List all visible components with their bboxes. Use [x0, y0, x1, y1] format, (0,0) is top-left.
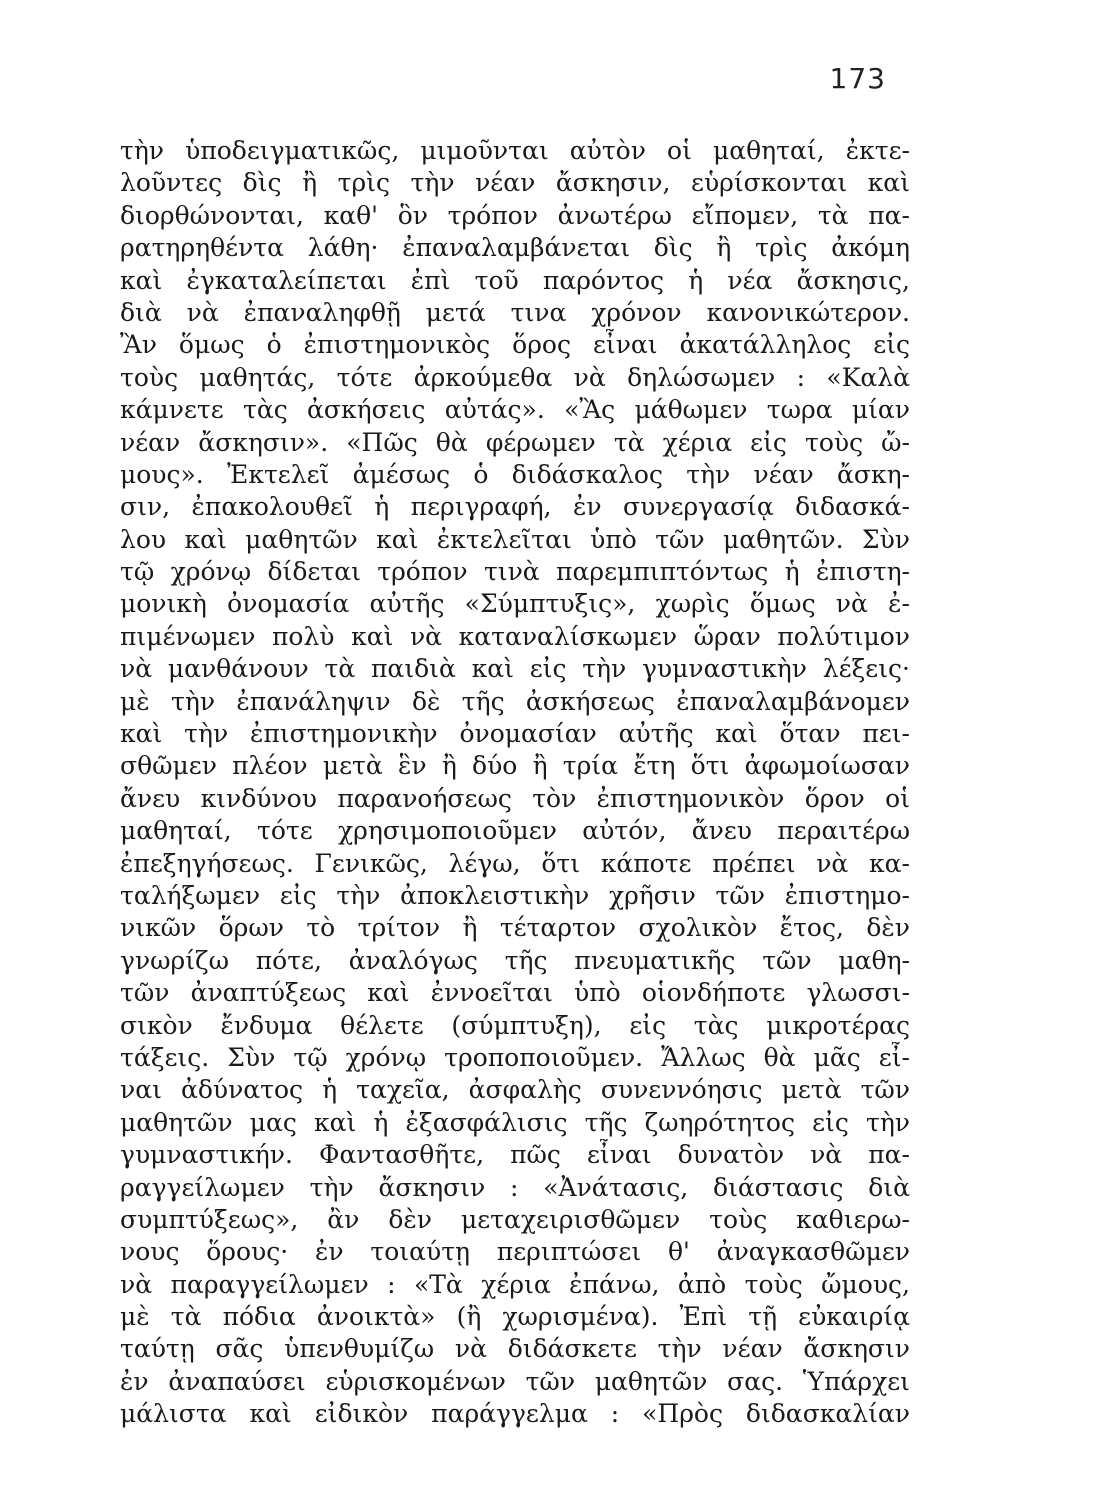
text-line: λου καὶ μαθητῶν καὶ ἐκτελεῖται ὑπὸ τῶν μαθητῶν. Σὺν: [120, 524, 910, 554]
text-line: νους ὅρους· ἐν τοιαύτῃ περιπτώσει θ' ἀναγκασθῶμεν: [120, 1237, 910, 1267]
text-line: γνωρίζω πότε, ἀναλόγως τῆς πνευματικῆς τῶν μαθη-: [120, 945, 910, 975]
text-line: Ἂν ὅμως ὁ ἐπιστημονικὸς ὅρος εἶναι ἀκατάλληλος εἰς: [120, 330, 910, 360]
text-line: κάμνετε τὰς ἀσκήσεις αὐτάς». «Ἂς μάθωμεν τωρα μίαν: [120, 395, 910, 425]
text-line: μάλιστα καὶ εἰδικὸν παράγγελμα : «Πρὸς διδασκαλίαν: [120, 1399, 910, 1429]
text-line: λοῦντες δὶς ἢ τρὶς τὴν νέαν ἄσκησιν, εὑρίσκονται καὶ: [120, 168, 910, 198]
text-line: ταύτῃ σᾶς ὑπενθυμίζω νὰ διδάσκετε τὴν νέαν ἄσκησιν: [120, 1334, 910, 1364]
text-line: καὶ ἐγκαταλείπεται ἐπὶ τοῦ παρόντος ἡ νέα ἄσκησις,: [120, 265, 910, 295]
text-line: μους». Ἐκτελεῖ ἀμέσως ὁ διδάσκαλος τὴν νέαν ἄσκη-: [120, 459, 910, 489]
text-line: τάξεις. Σὺν τῷ χρόνῳ τροποποιοῦμεν. Ἄλλως θὰ μᾶς εἶ-: [120, 1042, 910, 1072]
text-line: ἄνευ κινδύνου παρανοήσεως τὸν ἐπιστημονικὸν ὅρον οἱ: [120, 783, 910, 813]
text-line: ἐν ἀναπαύσει εὑρισκομένων τῶν μαθητῶν σας. Ὑπάρχει: [120, 1366, 910, 1396]
text-line: νικῶν ὅρων τὸ τρίτον ἢ τέταρτον σχολικὸν ἔτος, δὲν: [120, 913, 910, 943]
text-line: ταλήξωμεν εἰς τὴν ἀποκλειστικὴν χρῆσιν τῶν ἐπιστημο-: [120, 880, 910, 910]
text-line: τὴν ὑποδειγματικῶς, μιμοῦνται αὐτὸν οἱ μαθηταί, ἐκτε-: [120, 136, 910, 165]
text-line: μαθηταί, τότε χρησιμοποιοῦμεν αὐτόν, ἄνευ περαιτέρω: [120, 816, 910, 846]
page-number: 173: [829, 62, 886, 95]
text-line: νὰ παραγγείλωμεν : «Τὰ χέρια ἐπάνω, ἀπὸ τοὺς ὤμους,: [120, 1269, 910, 1299]
text-line: σιν, ἐπακολουθεῖ ἡ περιγραφή, ἐν συνεργασίᾳ διδασκά-: [120, 492, 910, 522]
text-line: γυμναστικήν. Φαντασθῆτε, πῶς εἶναι δυνατὸν νὰ πα-: [120, 1140, 910, 1170]
text-line: ρατηρηθέντα λάθη· ἐπαναλαμβάνεται δὶς ἢ τρὶς ἀκόμη: [120, 233, 910, 263]
text-line: τῷ χρόνῳ δίδεται τρόπον τινὰ παρεμπιπτόντως ἡ ἐπιστη-: [120, 557, 910, 587]
text-line: συμπτύξεως», ἂν δὲν μεταχειρισθῶμεν τοὺς καθιερω-: [120, 1204, 910, 1234]
text-line: πιμένωμεν πολὺ καὶ νὰ καταναλίσκωμεν ὥραν πολύτιμον: [120, 621, 910, 651]
text-line: ἐπεξηγήσεως. Γενικῶς, λέγω, ὅτι κάποτε πρέπει νὰ κα-: [120, 848, 910, 878]
text-line: νὰ μανθάνουν τὰ παιδιὰ καὶ εἰς τὴν γυμναστικὴν λέξεις·: [120, 654, 910, 684]
text-line: διὰ νὰ ἐπαναληφθῇ μετά τινα χρόνον κανονικώτερον.: [120, 297, 910, 327]
text-line: νέαν ἄσκησιν». «Πῶς θὰ φέρωμεν τὰ χέρια εἰς τοὺς ὤ-: [120, 427, 910, 457]
text-line: τοὺς μαθητάς, τότε ἀρκούμεθα νὰ δηλώσωμεν : «Καλὰ: [120, 362, 910, 392]
text-line: σικὸν ἔνδυμα θέλετε (σύμπτυξη), εἰς τὰς μικροτέρας: [120, 1010, 910, 1040]
body-text: [120, 135, 910, 1431]
text-line: μονικὴ ὀνομασία αὐτῆς «Σύμπτυξις», χωρὶς ὅμως νὰ ἐ-: [120, 589, 910, 619]
text-line: ναι ἀδύνατος ἡ ταχεῖα, ἀσφαλὴς συνεννόησις μετὰ τῶν: [120, 1075, 910, 1105]
text-line: τῶν ἀναπτύξεως καὶ ἐννοεῖται ὑπὸ οἱονδήποτε γλωσσι-: [120, 978, 910, 1008]
text-line: διορθώνονται, καθ' ὃν τρόπον ἀνωτέρω εἴπομεν, τὰ πα-: [120, 200, 910, 230]
text-line: σθῶμεν πλέον μετὰ ἓν ἢ δύο ἢ τρία ἔτη ὅτι ἀφωμοίωσαν: [120, 751, 910, 781]
text-line: μὲ τὰ πόδια ἀνοικτὰ» (ἢ χωρισμένα). Ἐπὶ τῇ εὐκαιρίᾳ: [120, 1302, 910, 1332]
text-line: μὲ τὴν ἐπανάληψιν δὲ τῆς ἀσκήσεως ἐπαναλαμβάνομεν: [120, 686, 910, 716]
text-line: καὶ τὴν ἐπιστημονικὴν ὀνομασίαν αὐτῆς καὶ ὅταν πει-: [120, 719, 910, 749]
text-line: ραγγείλωμεν τὴν ἄσκησιν : «Ἀνάτασις, διάστασις διὰ: [120, 1172, 910, 1202]
text-line: μαθητῶν μας καὶ ἡ ἐξασφάλισις τῆς ζωηρότητος εἰς τὴν: [120, 1107, 910, 1137]
